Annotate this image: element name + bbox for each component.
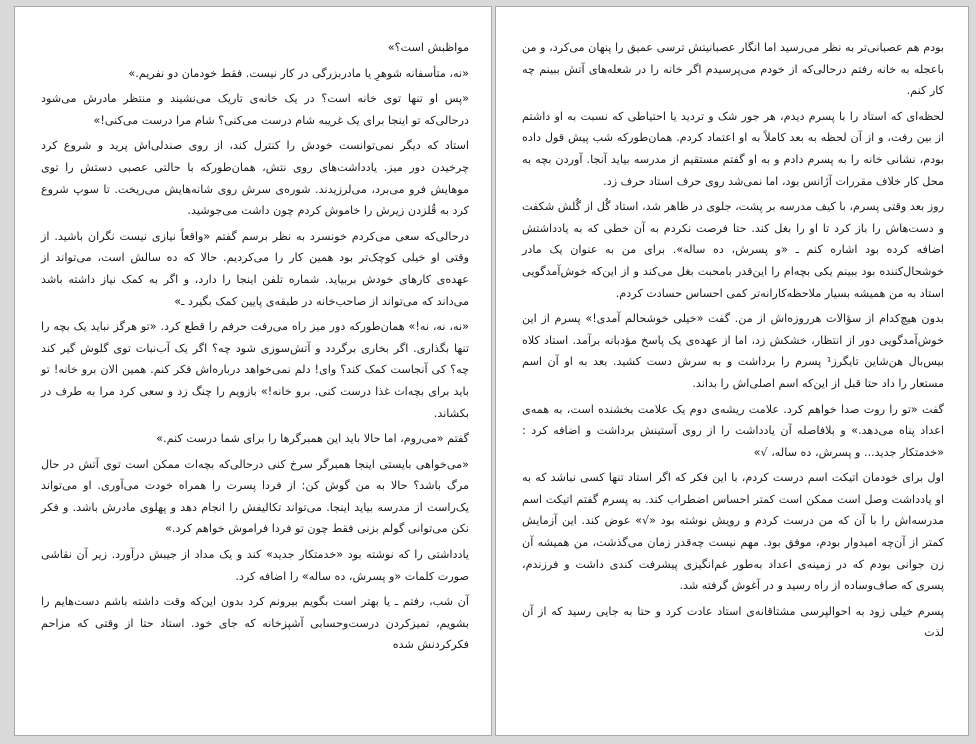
paragraph: «نه، متأسفانه شوهرِ یا مادربزرگی در کار نیست. فقط خودمان دو نفریم.» — [128, 66, 469, 80]
paragraph: گفتم «می‌روم، اما حالا باید این همبرگرها را برای شما درست کنم.» — [156, 432, 469, 446]
paragraph: بدون هیچ‌کدام از سؤالات هرروزه‌اش از من. گفت «خیلی خوشحالم آمدی!» پسرم از این خوش‌آمدگویی دور از انتظار، خشکش زد، اما از عهده‌ی یک پاسخ مؤدبانه برآمد. استاد کلاه بیس‌بال هن‌شاین تایگرز¹ پسرم را برداشت و به سرش دست کشید. بعد به او آن اسم مستعار را داد حتا قبل از این‌که اسم اصلی‌اش را بداند. — [522, 312, 945, 390]
left-page-text — [41, 37, 469, 727]
paragraph: درحالی‌که سعی می‌کردم خونسرد به نظر برسم گفتم «واقعاً نیازی نیست نگران باشید. از وقتی او خیلی کوچک‌تر بود همین کار را می‌کردیم. حالا که ده سالش است، می‌تواند از عهده‌ی کارهای خودش بربیاید. شماره تلفن اینجا را دارد، و اگر به کمک نیاز داشته باشد می‌داند که می‌تواند از صاحب‌خانه در طبقه‌ی پایین کمک بگیرد ـ» — [41, 229, 469, 308]
paragraph: اول برای خودمان اتیکت اسم درست کردم، با این فکر که اگر استاد تنها کسی نباشد که به او یادداشت وصل است ممکن است کمتر احساس اضطراب کند. به پسرم گفتم اتیکت اسم مدرسه‌اش را با آن که من درست کردم و رویش نوشته بود «√» عوض کند. این آزمایش کمتر از آن‌چه امیدوار بودم، موفق بود. مهم نیست چه‌قدر زمان می‌گذشت، من همیشه آن زن جوانی بودم که در زمینه‌ی اعداد به‌طور غم‌انگیزی پیشرفت کندی داشت و فرزندم، پسری که صاف‌وساده از راه رسید و در آغوش گرفته شد. — [522, 471, 944, 593]
paragraph: استاد که دیگر نمی‌توانست خودش را کنترل کند، از روی صندلی‌اش پرید و شروع کرد چرخیدن دور میز. یادداشت‌های روی نتش، همان‌طورکه با حالتی عصبی دستش را توی موهایش فرو می‌برد، می‌لرزیدند. شوره‌ی سرش روی شانه‌هایش می‌ریخت. تا سوپ شروع کرد به قُلزدن زیرش را خاموش کردم چون داشت می‌جوشید. — [41, 139, 469, 218]
paragraph: پسرم خیلی زود به احوالپرسی مشتاقانه‌ی استاد عادت کرد و حتا به جایی رسید که از آن لذت — [522, 604, 944, 640]
paragraph: یادداشتی را که نوشته بود «خدمتکار جدید» کند و یک مداد از جیبش درآورد. زیر آن نقاشی صورت کلمات «و پسرش، ده ساله» را اضافه کرد. — [41, 548, 469, 583]
paragraph: روز بعد وقتی پسرم، با کیف مدرسه بر پشت، جلوی در ظاهر شد، استاد گُل از گُلش شکفت و دست‌هاش را باز کرد تا او را بغل کند. حتا فرصت نکردم به آن خطی که به یادداشتش اضافه کرده بود اشاره کنم ـ «و پسرش، ده ساله». برای من به عنوان یک مادر خوشحال‌کننده بود ببینم یکی بچه‌ام را این‌قدر بامحبت بغل می‌کند و از این‌که خوش‌آمدگویی استاد به من همیشه بسیار ملاحظه‌کارانه‌تر کمی احساس حسادت کردم. — [522, 200, 944, 300]
paragraph: «پس او تنها توی خانه است؟ در یک خانه‌ی تاریک می‌نشیند و منتظر مادرش می‌شود درحالی‌که تو اینجا برای یک غریبه شام درست می‌کنی؟ شام مرا درست می‌کنی!» — [41, 92, 469, 127]
paragraph: «می‌خواهی بایستی اینجا همبرگر سرخ کنی درحالی‌که بچه‌ات ممکن است توی آتش در حال مرگ باشد؟ حالا به من گوش کن: از فردا پسرت را همراه خودت می‌آوری. او می‌تواند یک‌راست از مدرسه بیاید اینجا. می‌تواند تکالیفش را انجام دهد و پهلوی مادرش باشد. و فکر نکن می‌توانی گولم بزنی فقط چون تو فردا فراموش خواهم کرد.» — [41, 457, 469, 536]
right-page-text — [522, 37, 944, 727]
right-page — [495, 6, 969, 736]
paragraph: گفت «تو را روت صدا خواهم کرد. علامت ریشه‌ی دوم یک علامت بخشنده است، به همه‌ی اعداد پناه می‌دهد.» و بلافاصله آن یادداشت را از روی آستینش برداشت و اضافه کرد : «خدمتکار جدید... و پسرش، ده ساله، √» — [522, 402, 944, 459]
paragraph: «نه، نه، نه!» همان‌طورکه دور میز راه می‌رفت حرفم را قطع کرد. «تو هرگز نباید یک بچه را تنها بگذاری. اگر بخاری برگردد و آتش‌سوزی شود چه؟ اگر یک آب‌نبات توی گلوش گیر کند چه؟ کی آنجاست کمک کند؟ وای! دلم نمی‌خواهد درباره‌اش فکر کنم. همین الان برو خانه! تو باید برای بچه‌ات غذا درست کنی. برو خانه!» بازویم را چنگ زد و سعی کرد مرا به طرف در بکشاند. — [41, 320, 469, 420]
paragraph: مواظبش است؟» — [387, 41, 469, 54]
paragraph: بودم هم عصبانی‌تر به نظر می‌رسید اما انگار عصبانیتش ترسی عمیق را پنهان می‌کرد، و من باعجله به خانه رفتم درحالی‌که از خودم می‌پرسیدم اگر خانه را در شعله‌های آتش ببینم چه کار کنم. — [522, 41, 944, 98]
paragraph: آن شب، رفتم ـ یا بهتر است بگویم بیرونم کرد بدون این‌که وقت داشته باشم دست‌هایم را بشویم، تمیزکردن درست‌وحسابی آشپزخانه که جای خود. استاد حتا از وقتی که مزاحم فکرکردنش شده — [41, 595, 469, 652]
paragraph: لحظه‌ای که استاد را با پسرم دیدم، هر جور شک و تردید یا احتیاطی که نسبت به او داشتم از بین رفت، و از آن لحظه به بعد کاملاً به او اعتماد کردم. همان‌طورکه شب پیش قول داده بودم، نشانی خانه را به پسرم دادم و به او گفتم مستقیم از مدرسه بیاید آنجا. آوردن بچه به محل کار خلاف مقررات آژانس بود، اما نمی‌شد روی حرف استاد حرف زد. — [522, 109, 944, 188]
left-page — [14, 6, 492, 736]
